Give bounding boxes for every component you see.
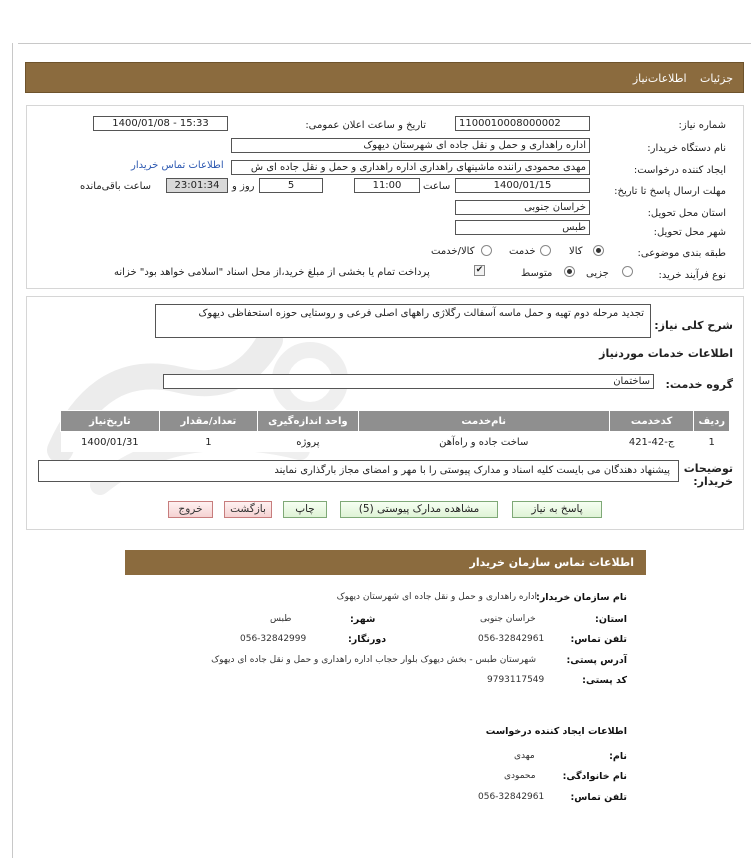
contact-org-label: نام سازمان خریدار: [536, 592, 627, 603]
cell-quantity: 1 [159, 432, 257, 453]
services-table [60, 410, 730, 452]
buyer-org-label: نام دستگاه خریدار: [647, 143, 726, 154]
table-header-unit: واحد اندازه‌گیری [258, 411, 359, 432]
table-header-service-code: کدخدمت [609, 411, 694, 432]
table-row [61, 432, 730, 453]
contact-fax-value: 056-32842999 [240, 634, 307, 644]
creator-section-title: اطلاعات ایجاد کننده درخواست [485, 726, 627, 737]
category-label: طبقه بندی موضوعی: [637, 248, 726, 259]
contact-postal-label: کد پستی: [582, 675, 627, 686]
category-option-goods: کالا [569, 246, 583, 257]
process-label: نوع فرآیند خرید: [658, 270, 726, 281]
table-header-need-date: تاریخ‌نیاز [61, 411, 160, 432]
contact-city-value: طبس [270, 614, 292, 624]
contact-phone-value: 056-32842961 [478, 634, 545, 644]
summary-field: تجدید مرحله دوم تهیه و حمل ماسه آسفالت رگلاژی راههای اصلی فرعی و روستایی حوزه استحفاظی دیهوک [155, 304, 651, 338]
deadline-time-field: 11:00 [354, 178, 420, 193]
deadline-date-field: 1400/01/15 [455, 178, 590, 193]
process-radio-minor[interactable] [622, 266, 633, 277]
category-radio-goods[interactable] [593, 245, 604, 256]
creator-phone-label: تلفن تماس: [570, 792, 627, 803]
contact-city-label: شهر: [350, 614, 376, 625]
table-header-row-number: ردیف [694, 411, 730, 432]
summary-label: شرح کلی نیاز: [654, 319, 733, 332]
header-bar [25, 62, 744, 93]
contact-fax-label: دورنگار: [348, 634, 387, 645]
contact-phone-label: تلفن تماس: [570, 634, 627, 645]
contact-province-value: خراسان جنوبی [480, 614, 536, 624]
cell-service-name: ساخت جاده و راه‌آهن [358, 432, 609, 453]
contact-postal-value: 9793117549 [487, 675, 545, 685]
buyer-org-field: اداره راهداری و حمل و نقل جاده ای شهرستان دیهوک [231, 138, 590, 153]
tab-details[interactable]: جزئیات [700, 72, 733, 85]
creator-name-value: مهدی [514, 751, 535, 761]
contact-province-label: استان: [595, 614, 627, 625]
creator-label: ایجاد کننده درخواست: [633, 165, 726, 176]
payment-note: پرداخت تمام یا بخشی از مبلغ خرید،از محل اسناد "اسلامی خواهد بود" خزانه [114, 267, 430, 278]
province-field: خراسان جنوبی [455, 200, 590, 215]
creator-field: مهدی محمودی راننده ماشینهای راهداری اداره راهداری و حمل و نقل جاده ای ش [231, 160, 590, 175]
service-group-field: ساختمان [163, 374, 654, 389]
need-info-panel [26, 105, 744, 289]
left-frame-line [12, 43, 13, 858]
contact-section-header [125, 550, 646, 575]
service-group-label: گروه خدمت: [665, 378, 733, 391]
day-label: روز و [232, 181, 255, 192]
contact-org-value: اداره راهداری و حمل و نقل جاده ای شهرستان دیهوک [336, 592, 537, 602]
payment-checkbox[interactable]: ✔ [475, 265, 484, 275]
creator-family-value: محمودی [504, 771, 536, 781]
services-title: اطلاعات خدمات موردنیاز [599, 347, 733, 360]
deadline-label: مهلت ارسال پاسخ تا تاریخ: [614, 186, 726, 197]
process-radio-medium[interactable] [564, 266, 575, 277]
exit-button[interactable]: خروج [168, 501, 213, 518]
city-field: طبس [455, 220, 590, 235]
announce-field: 1400/01/08 - 15:33 [93, 116, 228, 131]
back-button[interactable]: بازگشت [224, 501, 272, 518]
reply-button[interactable]: پاسخ به نیاز [512, 501, 602, 518]
buyer-notes-field: پیشنهاد دهندگان می بایست کلیه اسناد و مدارک پیوستی را با مهر و امضای مجاز بارگذاری نمایند [38, 460, 679, 482]
category-radio-service[interactable] [540, 245, 551, 256]
remaining-label: ساعت باقی‌مانده [80, 181, 152, 192]
remaining-time-field: 23:01:34 [166, 178, 228, 193]
cell-unit: پروژه [258, 432, 359, 453]
process-option-minor: جزیی [586, 268, 609, 279]
process-option-medium: متوسط [521, 268, 553, 279]
category-radio-both[interactable] [481, 245, 492, 256]
creator-name-label: نام: [609, 751, 627, 762]
cell-service-code: ج-42-421 [609, 432, 694, 453]
day-count-field: 5 [259, 178, 323, 193]
attachments-button[interactable]: مشاهده مدارک پیوستی (5) [340, 501, 498, 518]
buyer-contact-link[interactable]: اطلاعات تماس خریدار [131, 160, 224, 171]
top-divider [18, 43, 751, 44]
category-option-service: خدمت [509, 246, 536, 257]
table-header-quantity: تعداد/مقدار [159, 411, 257, 432]
province-label: استان محل تحویل: [647, 208, 726, 219]
tab-need-info[interactable]: اطلاعات‌نیاز [632, 72, 687, 85]
city-label: شهر محل تحویل: [653, 227, 726, 238]
buyer-notes-label: توضیحات خریدار: [683, 462, 733, 488]
contact-address-label: آدرس پستی: [566, 655, 627, 666]
need-number-field: 1100010008000002 [455, 116, 590, 131]
print-button[interactable]: چاپ [283, 501, 327, 518]
category-option-both: کالا/خدمت [431, 246, 475, 257]
creator-family-label: نام خانوادگی: [562, 771, 627, 782]
cell-row-number: 1 [694, 432, 730, 453]
creator-phone-value: 056-32842961 [478, 792, 545, 802]
deadline-time-label: ساعت [423, 181, 451, 192]
contact-address-value: شهرستان طبس - بخش دیهوک بلوار حجاب اداره راهداری و حمل و نقل جاده ای دیهوک [211, 655, 536, 665]
need-number-label: شماره نیاز: [678, 120, 726, 131]
cell-need-date: 1400/01/31 [61, 432, 160, 453]
table-header-service-name: نام‌خدمت [358, 411, 609, 432]
announce-label: تاریخ و ساعت اعلان عمومی: [305, 120, 426, 131]
contact-section-title: اطلاعات تماس سازمان خریدار [469, 556, 634, 569]
